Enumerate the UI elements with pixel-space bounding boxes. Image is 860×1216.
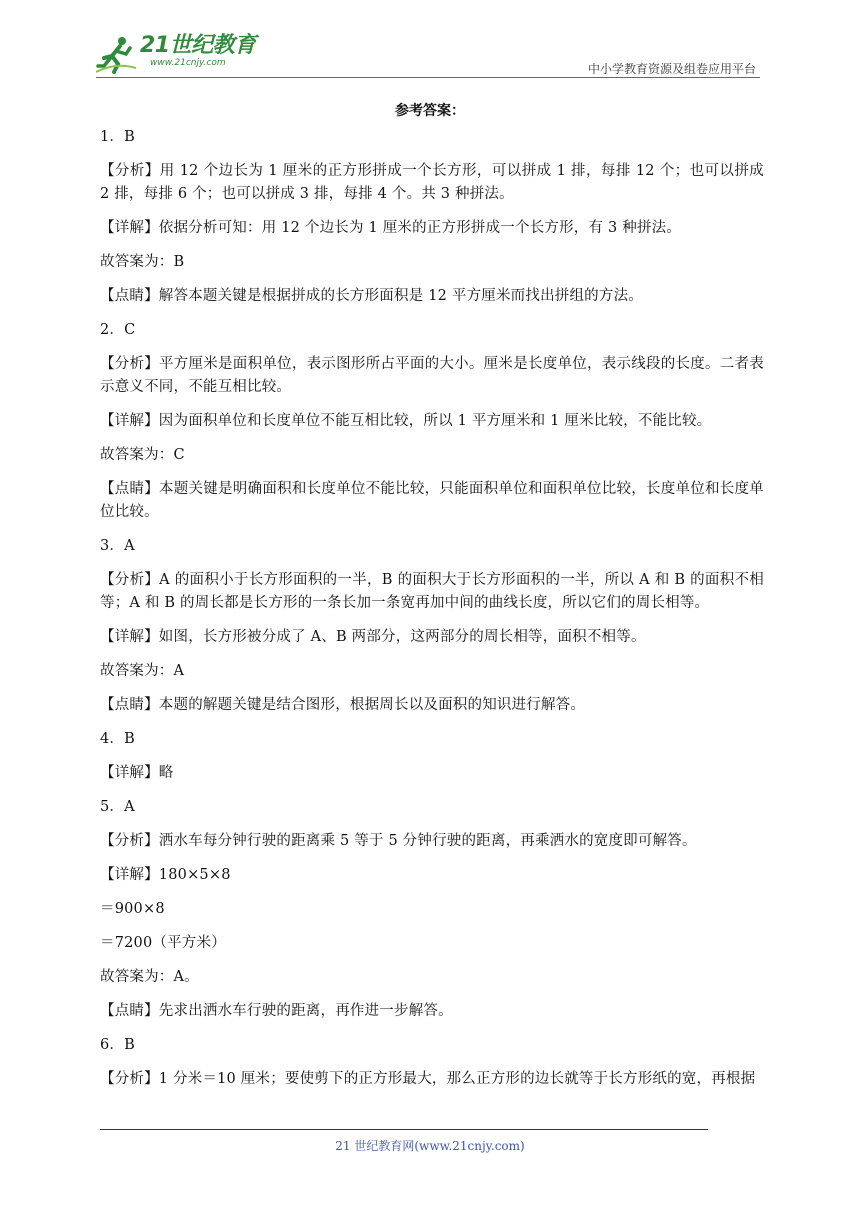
answer-line: 6．B xyxy=(100,1037,135,1053)
answer-line: 【详解】180×5×8 xyxy=(100,867,231,883)
answer-line: 【点睛】先求出洒水车行驶的距离，再作进一步解答。 xyxy=(100,1003,453,1019)
answer-line: ＝7200（平方米） xyxy=(100,935,226,951)
answer-line: 【详解】如图，长方形被分成了 A、B 两部分，这两部分的周长相等，面积不相等。 xyxy=(100,629,646,645)
answer-line: 【详解】略 xyxy=(100,765,174,781)
answer-line: 【点睛】本题的解题关键是结合图形，根据周长以及面积的知识进行解答。 xyxy=(100,697,586,713)
answer-line: 2．C xyxy=(100,322,136,338)
answer-line: 【分析】用 12 个边长为 1 厘米的正方形拼成一个长方形，可以拼成 1 排，每排 12 个；也可以拼成 2 排，每排 6 个；也可以拼成 3 排，每排 4 个。共 3 种拼法。 xyxy=(100,163,764,202)
logo-url: www.21cnjy.com xyxy=(150,58,226,68)
answer-line: 【分析】1 分米＝10 厘米；要使剪下的正方形最大，那么正方形的边长就等于长方形纸的宽，再根据 xyxy=(100,1071,756,1087)
site-logo xyxy=(96,34,256,74)
page-title: 参考答案： xyxy=(395,103,465,119)
answer-line: 故答案为：A xyxy=(100,663,185,679)
answer-line: 故答案为：A。 xyxy=(100,969,199,985)
answer-line: 【分析】洒水车每分钟行驶的距离乘 5 等于 5 分钟行驶的距离，再乘洒水的宽度即可解答。 xyxy=(100,833,697,849)
answer-line: 【详解】因为面积单位和长度单位不能互相比较，所以 1 平方厘米和 1 厘米比较，不能比较。 xyxy=(100,413,712,429)
logo-title: 21世纪教育 xyxy=(140,33,256,58)
answer-line: 故答案为：B xyxy=(100,254,185,270)
answer-line: 5．A xyxy=(100,799,135,815)
answer-line: 【分析】A 的面积小于长方形面积的一半，B 的面积大于长方形面积的一半，所以 A 和 B 的面积不相等；A 和 B 的周长都是长方形的一条长加一条宽再加中间的曲线长度，所以它们的周长相等。 xyxy=(100,572,764,611)
answer-line: 【点睛】本题关键是明确面积和长度单位不能比较，只能面积单位和面积单位比较，长度单位和长度单位比较。 xyxy=(100,481,764,520)
answer-line: 1．B xyxy=(100,129,135,145)
answer-line: 【点睛】解答本题关键是根据拼成的长方形面积是 12 平方厘米而找出拼组的方法。 xyxy=(100,288,643,304)
running-figure-icon xyxy=(96,34,136,74)
answer-line: 故答案为：C xyxy=(100,447,185,463)
page-header xyxy=(96,30,760,78)
answer-line: 【分析】平方厘米是面积单位，表示图形所占平面的大小。厘米是长度单位，表示线段的长度。二者表示意义不同，不能互相比较。 xyxy=(100,356,764,395)
header-divider xyxy=(96,77,760,78)
answer-line: ＝900×8 xyxy=(100,901,165,917)
footer-divider xyxy=(100,1129,708,1130)
platform-name: 中小学教育资源及组卷应用平台 xyxy=(587,62,756,76)
answer-line: 4．B xyxy=(100,731,135,747)
footer-link[interactable]: 21 世纪教育网(www.21cnjy.com) xyxy=(335,1139,525,1153)
answer-line: 【详解】依据分析可知：用 12 个边长为 1 厘米的正方形拼成一个长方形，有 3 种拼法。 xyxy=(100,220,682,236)
answer-line: 3．A xyxy=(100,538,135,554)
answer-content xyxy=(100,126,764,1102)
